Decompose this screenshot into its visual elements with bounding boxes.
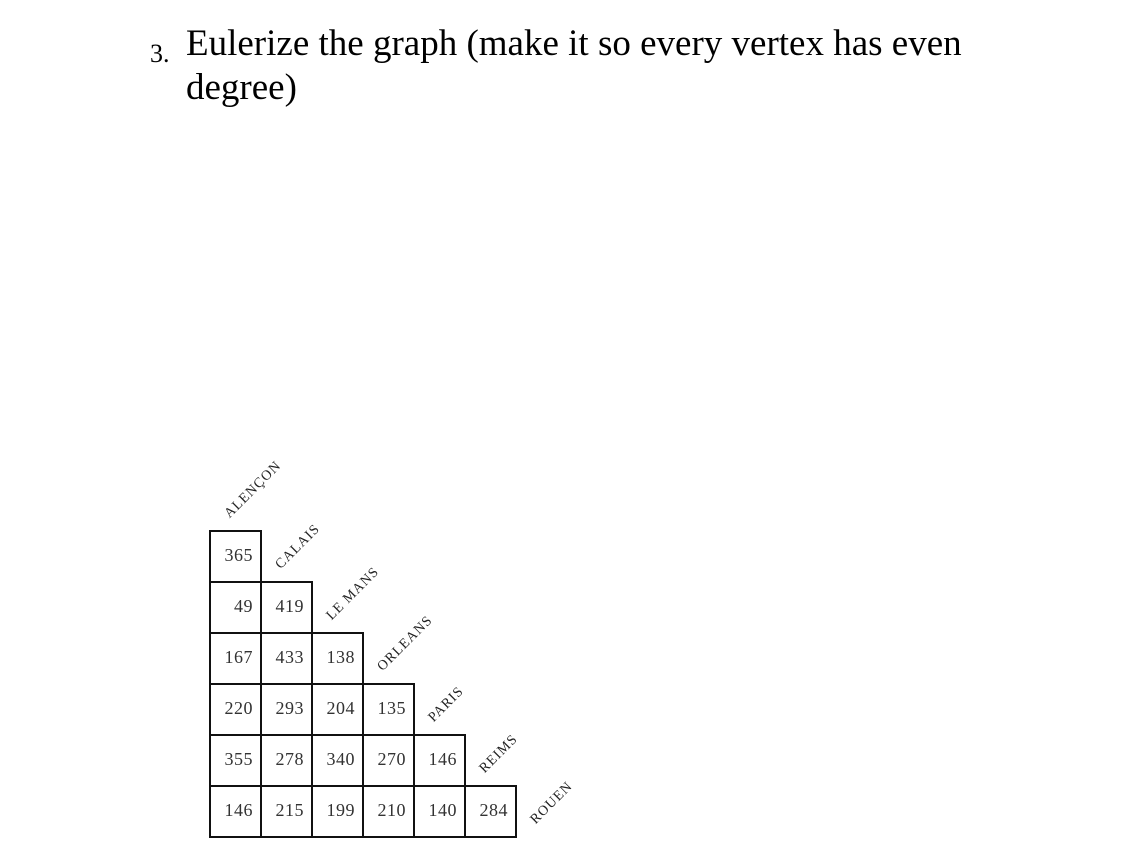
table-grid-line xyxy=(464,734,466,838)
city-label: ORLEANS xyxy=(374,613,436,675)
distance-cell: 293 xyxy=(275,698,304,718)
city-label: PARIS xyxy=(425,683,467,726)
table-grid-line xyxy=(209,632,364,634)
distance-cell: 49 xyxy=(234,596,253,616)
table-grid-line xyxy=(311,581,313,838)
table-grid-line xyxy=(209,530,211,838)
city-label: CALAIS xyxy=(272,521,324,573)
distance-cell: 340 xyxy=(326,749,355,769)
distance-cell: 270 xyxy=(377,749,406,769)
table-grid-line xyxy=(413,683,415,838)
question-text: Eulerize the graph (make it so every vertex has even degree) xyxy=(186,23,962,108)
distance-cell: 220 xyxy=(224,698,253,718)
distance-cell: 419 xyxy=(275,596,304,616)
city-label: ROUEN xyxy=(527,779,576,828)
distance-cell: 135 xyxy=(377,698,406,718)
city-label: REIMS xyxy=(476,731,522,777)
table-grid-line xyxy=(209,734,466,736)
table-grid-line xyxy=(362,632,364,838)
distance-cell: 215 xyxy=(275,800,304,820)
distance-cell: 138 xyxy=(326,647,355,667)
distance-cell: 167 xyxy=(224,647,253,667)
table-grid-line xyxy=(209,530,262,532)
city-label: ALENÇON xyxy=(221,458,285,522)
distance-cell: 199 xyxy=(326,800,355,820)
distance-cell: 284 xyxy=(479,800,508,820)
distance-cell: 204 xyxy=(326,698,355,718)
distance-cell: 278 xyxy=(275,749,304,769)
table-grid-line xyxy=(515,785,517,838)
distance-cell: 365 xyxy=(224,545,253,565)
distance-cell: 140 xyxy=(428,800,457,820)
distance-cell: 355 xyxy=(224,749,253,769)
city-label: LE MANS xyxy=(323,564,383,624)
distance-cell: 146 xyxy=(224,800,253,820)
distance-cell: 146 xyxy=(428,749,457,769)
table-grid-line xyxy=(260,530,262,838)
distance-cell: 433 xyxy=(275,647,304,667)
question-number: 3. xyxy=(150,39,170,68)
distance-cell: 210 xyxy=(377,800,406,820)
